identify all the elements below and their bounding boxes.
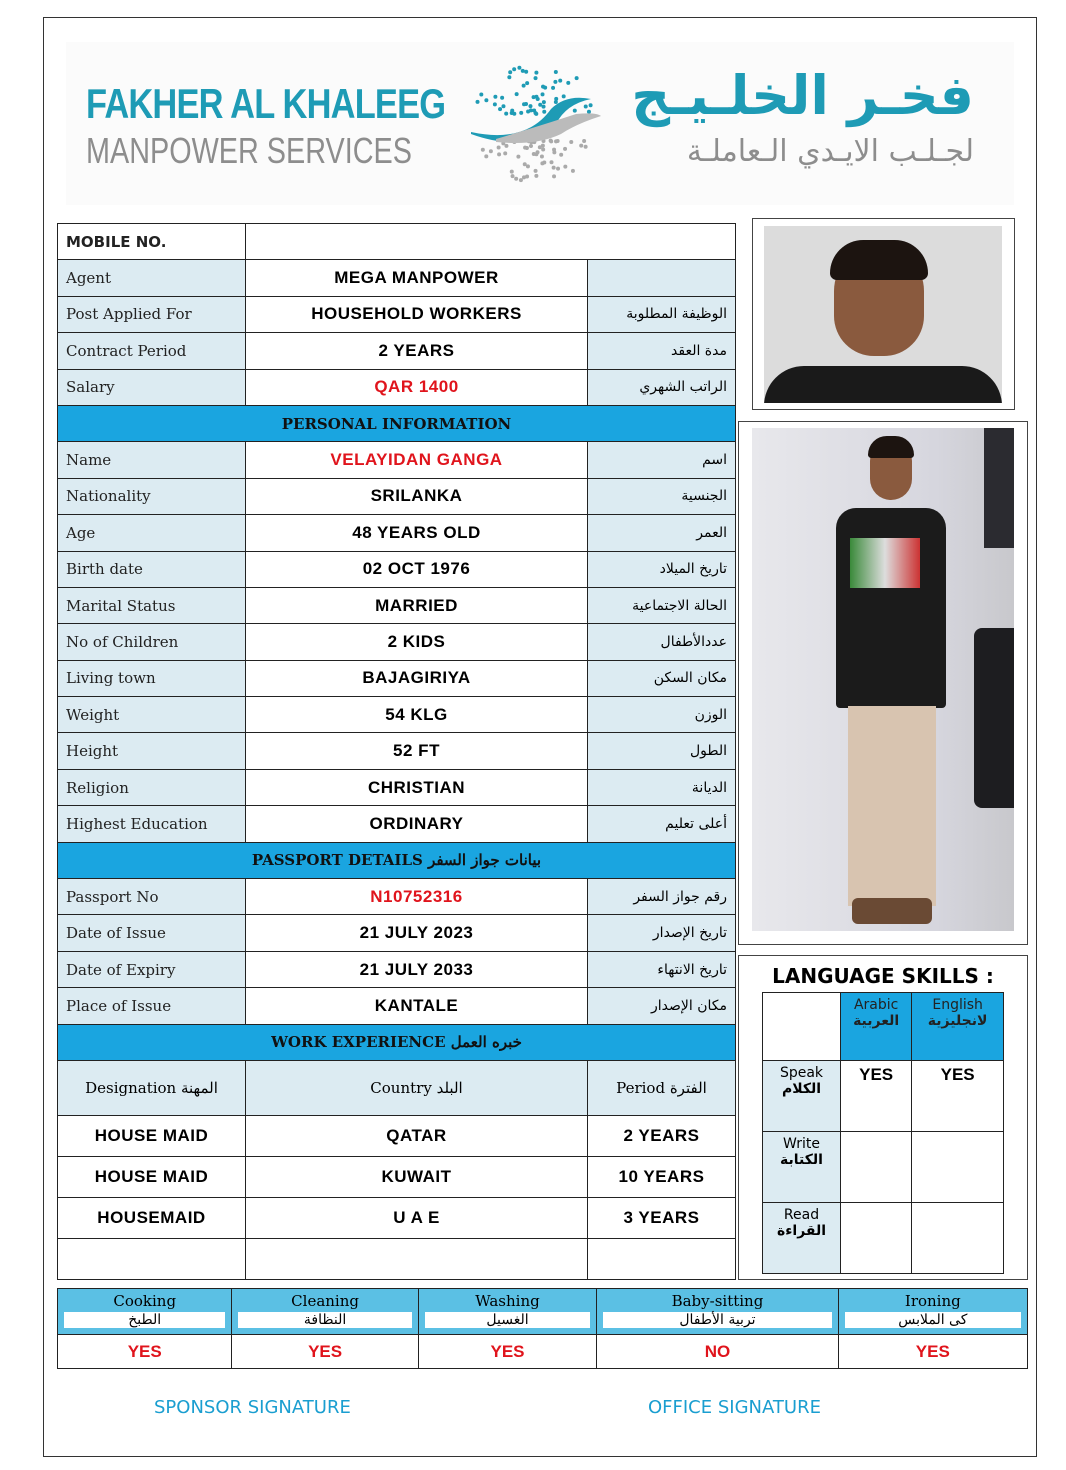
language-skills-table (762, 992, 1004, 1274)
table-row (58, 587, 736, 623)
field-value: 2 YEARS (246, 333, 588, 369)
field-label: Name (58, 442, 246, 478)
table-row (58, 951, 736, 987)
field-label: Living town (58, 660, 246, 696)
field-label-arabic: الحالة الاجتماعية (588, 587, 736, 623)
field-label-arabic: رقم جواز السفر (588, 879, 736, 915)
table-row (58, 733, 736, 769)
full-body-photo (752, 428, 1014, 931)
field-label: Passport No (58, 879, 246, 915)
work-column-2: Period الفترة (588, 1060, 736, 1115)
field-value: VELAYIDAN GANGA (246, 442, 588, 478)
headshot-photo (764, 226, 1002, 403)
work-experience-row (58, 1115, 736, 1156)
work-experience-row (58, 1238, 736, 1279)
country-cell: QATAR (246, 1115, 588, 1156)
write-english-value (912, 1132, 1004, 1203)
office-signature-label: OFFICE SIGNATURE (648, 1397, 821, 1418)
work-column-0: Designation المهنة (58, 1060, 246, 1115)
field-value: 54 KLG (246, 697, 588, 733)
field-label: Agent (58, 260, 246, 296)
table-row (58, 296, 736, 332)
table-row (58, 769, 736, 805)
logo-globe-icon (466, 54, 606, 189)
field-label: Place of Issue (58, 988, 246, 1024)
work-experience-header (58, 1024, 736, 1060)
country-cell: KUWAIT (246, 1156, 588, 1197)
field-value: ORDINARY (246, 806, 588, 842)
field-label: No of Children (58, 624, 246, 660)
field-value: MARRIED (246, 587, 588, 623)
write-arabic-value (841, 1132, 912, 1203)
skill-header-baby-sitting: Baby-sitting تربية الأطفال (597, 1289, 838, 1335)
table-row (58, 224, 736, 260)
table-row (58, 624, 736, 660)
field-label: Highest Education (58, 806, 246, 842)
table-row (58, 442, 736, 478)
field-label: Salary (58, 369, 246, 405)
passport-details-header (58, 842, 736, 878)
field-label-arabic: اسم (588, 442, 736, 478)
household-skills-table (57, 1288, 1028, 1369)
full-body-frame (738, 421, 1028, 945)
logo-ar-line2: لجـلـب الايـدي الـعاملـة (686, 134, 974, 169)
language-skills-title: LANGUAGE SKILLS : (772, 964, 994, 988)
work-experience-header-title: WORK EXPERIENCE خبره العمل (58, 1024, 736, 1060)
headshot-frame (752, 218, 1015, 410)
skill-value: YES (232, 1335, 418, 1369)
field-value: QAR 1400 (246, 369, 588, 405)
skill-header-cleaning: Cleaning النظافة (232, 1289, 418, 1335)
field-value: 2 KIDS (246, 624, 588, 660)
table-row (58, 660, 736, 696)
country-cell (246, 1238, 588, 1279)
field-label: Nationality (58, 478, 246, 514)
designation-cell: HOUSE MAID (58, 1115, 246, 1156)
field-label: MOBILE NO. (58, 224, 246, 260)
field-label-arabic: مكان الإصدار (588, 988, 736, 1024)
work-experience-row (58, 1197, 736, 1238)
period-cell: 10 YEARS (588, 1156, 736, 1197)
field-value: 52 FT (246, 733, 588, 769)
field-label-arabic: الوظيفة المطلوبة (588, 296, 736, 332)
field-value: 48 YEARS OLD (246, 515, 588, 551)
field-label: Birth date (58, 551, 246, 587)
field-label: Height (58, 733, 246, 769)
field-label-arabic: الجنسية (588, 478, 736, 514)
skill-header-ironing: Ironing كى الملابس (838, 1289, 1027, 1335)
field-label-arabic: العمر (588, 515, 736, 551)
skill-header-washing: Washing الغسيل (418, 1289, 597, 1335)
field-label-arabic: أعلى تعليم (588, 806, 736, 842)
field-label: Contract Period (58, 333, 246, 369)
company-logo (66, 42, 1014, 205)
field-value: KANTALE (246, 988, 588, 1024)
field-value: SRILANKA (246, 478, 588, 514)
designation-cell: HOUSEMAID (58, 1197, 246, 1238)
field-label: Weight (58, 697, 246, 733)
skill-value: YES (418, 1335, 597, 1369)
field-label: Age (58, 515, 246, 551)
read-english-value (912, 1203, 1004, 1274)
field-label: Date of Expiry (58, 951, 246, 987)
table-row (58, 551, 736, 587)
table-row (58, 879, 736, 915)
table-row (58, 478, 736, 514)
logo-en-line2: MANPOWER SERVICES (86, 130, 412, 171)
field-value: MEGA MANPOWER (246, 260, 588, 296)
field-label-arabic: الطول (588, 733, 736, 769)
table-row (58, 915, 736, 951)
lang-row-write: Write الكتابة (763, 1132, 841, 1203)
field-label-arabic (588, 260, 736, 296)
table-row (58, 515, 736, 551)
lang-col-arabic: Arabic العربية (841, 993, 912, 1061)
work-column-header (58, 1060, 736, 1115)
sponsor-signature-label: SPONSOR SIGNATURE (154, 1397, 351, 1418)
speak-english-value: YES (912, 1061, 1004, 1132)
logo-en-line1: FAKHER AL KHALEEG (86, 80, 446, 127)
table-row (58, 260, 736, 296)
field-value: 21 JULY 2023 (246, 915, 588, 951)
field-label-arabic: الوزن (588, 697, 736, 733)
field-label: Religion (58, 769, 246, 805)
field-value: CHRISTIAN (246, 769, 588, 805)
skill-header-cooking: Cooking الطبخ (58, 1289, 232, 1335)
passport-details-header-title: PASSPORT DETAILS بيانات جواز السفر (58, 842, 736, 878)
field-value: 21 JULY 2033 (246, 951, 588, 987)
field-value: BAJAGIRIYA (246, 660, 588, 696)
designation-cell (58, 1238, 246, 1279)
field-label: Marital Status (58, 587, 246, 623)
period-cell (588, 1238, 736, 1279)
personal-info-header-title: PERSONAL INFORMATION (58, 405, 736, 441)
field-label-arabic: مدة العقد (588, 333, 736, 369)
work-experience-row (58, 1156, 736, 1197)
table-row (58, 333, 736, 369)
lang-col-english: English لانجليزية (912, 993, 1004, 1061)
field-value: HOUSEHOLD WORKERS (246, 296, 588, 332)
field-label-arabic: تاريخ الميلاد (588, 551, 736, 587)
personal-info-header (58, 405, 736, 441)
country-cell: U A E (246, 1197, 588, 1238)
candidate-info-table (57, 223, 736, 1280)
logo-ar-line1: فخـر الخلـيـج (631, 64, 974, 127)
table-row (58, 806, 736, 842)
lang-row-speak: Speak الكلام (763, 1061, 841, 1132)
field-label: Date of Issue (58, 915, 246, 951)
field-value (246, 224, 736, 260)
skill-value: YES (838, 1335, 1027, 1369)
work-column-1: Country البلد (246, 1060, 588, 1115)
field-label-arabic: عددالأطفال (588, 624, 736, 660)
table-row (58, 988, 736, 1024)
period-cell: 2 YEARS (588, 1115, 736, 1156)
table-row (58, 697, 736, 733)
field-value: N10752316 (246, 879, 588, 915)
skill-value: NO (597, 1335, 838, 1369)
speak-arabic-value: YES (841, 1061, 912, 1132)
field-label: Post Applied For (58, 296, 246, 332)
field-value: 02 OCT 1976 (246, 551, 588, 587)
period-cell: 3 YEARS (588, 1197, 736, 1238)
field-label-arabic: الراتب الشهري (588, 369, 736, 405)
table-row (58, 369, 736, 405)
field-label-arabic: مكان السكن (588, 660, 736, 696)
skill-value: YES (58, 1335, 232, 1369)
field-label-arabic: تاريخ الإصدار (588, 915, 736, 951)
lang-row-read: Read القراءة (763, 1203, 841, 1274)
field-label-arabic: تاريخ الانتهاء (588, 951, 736, 987)
field-label-arabic: الديانة (588, 769, 736, 805)
designation-cell: HOUSE MAID (58, 1156, 246, 1197)
read-arabic-value (841, 1203, 912, 1274)
